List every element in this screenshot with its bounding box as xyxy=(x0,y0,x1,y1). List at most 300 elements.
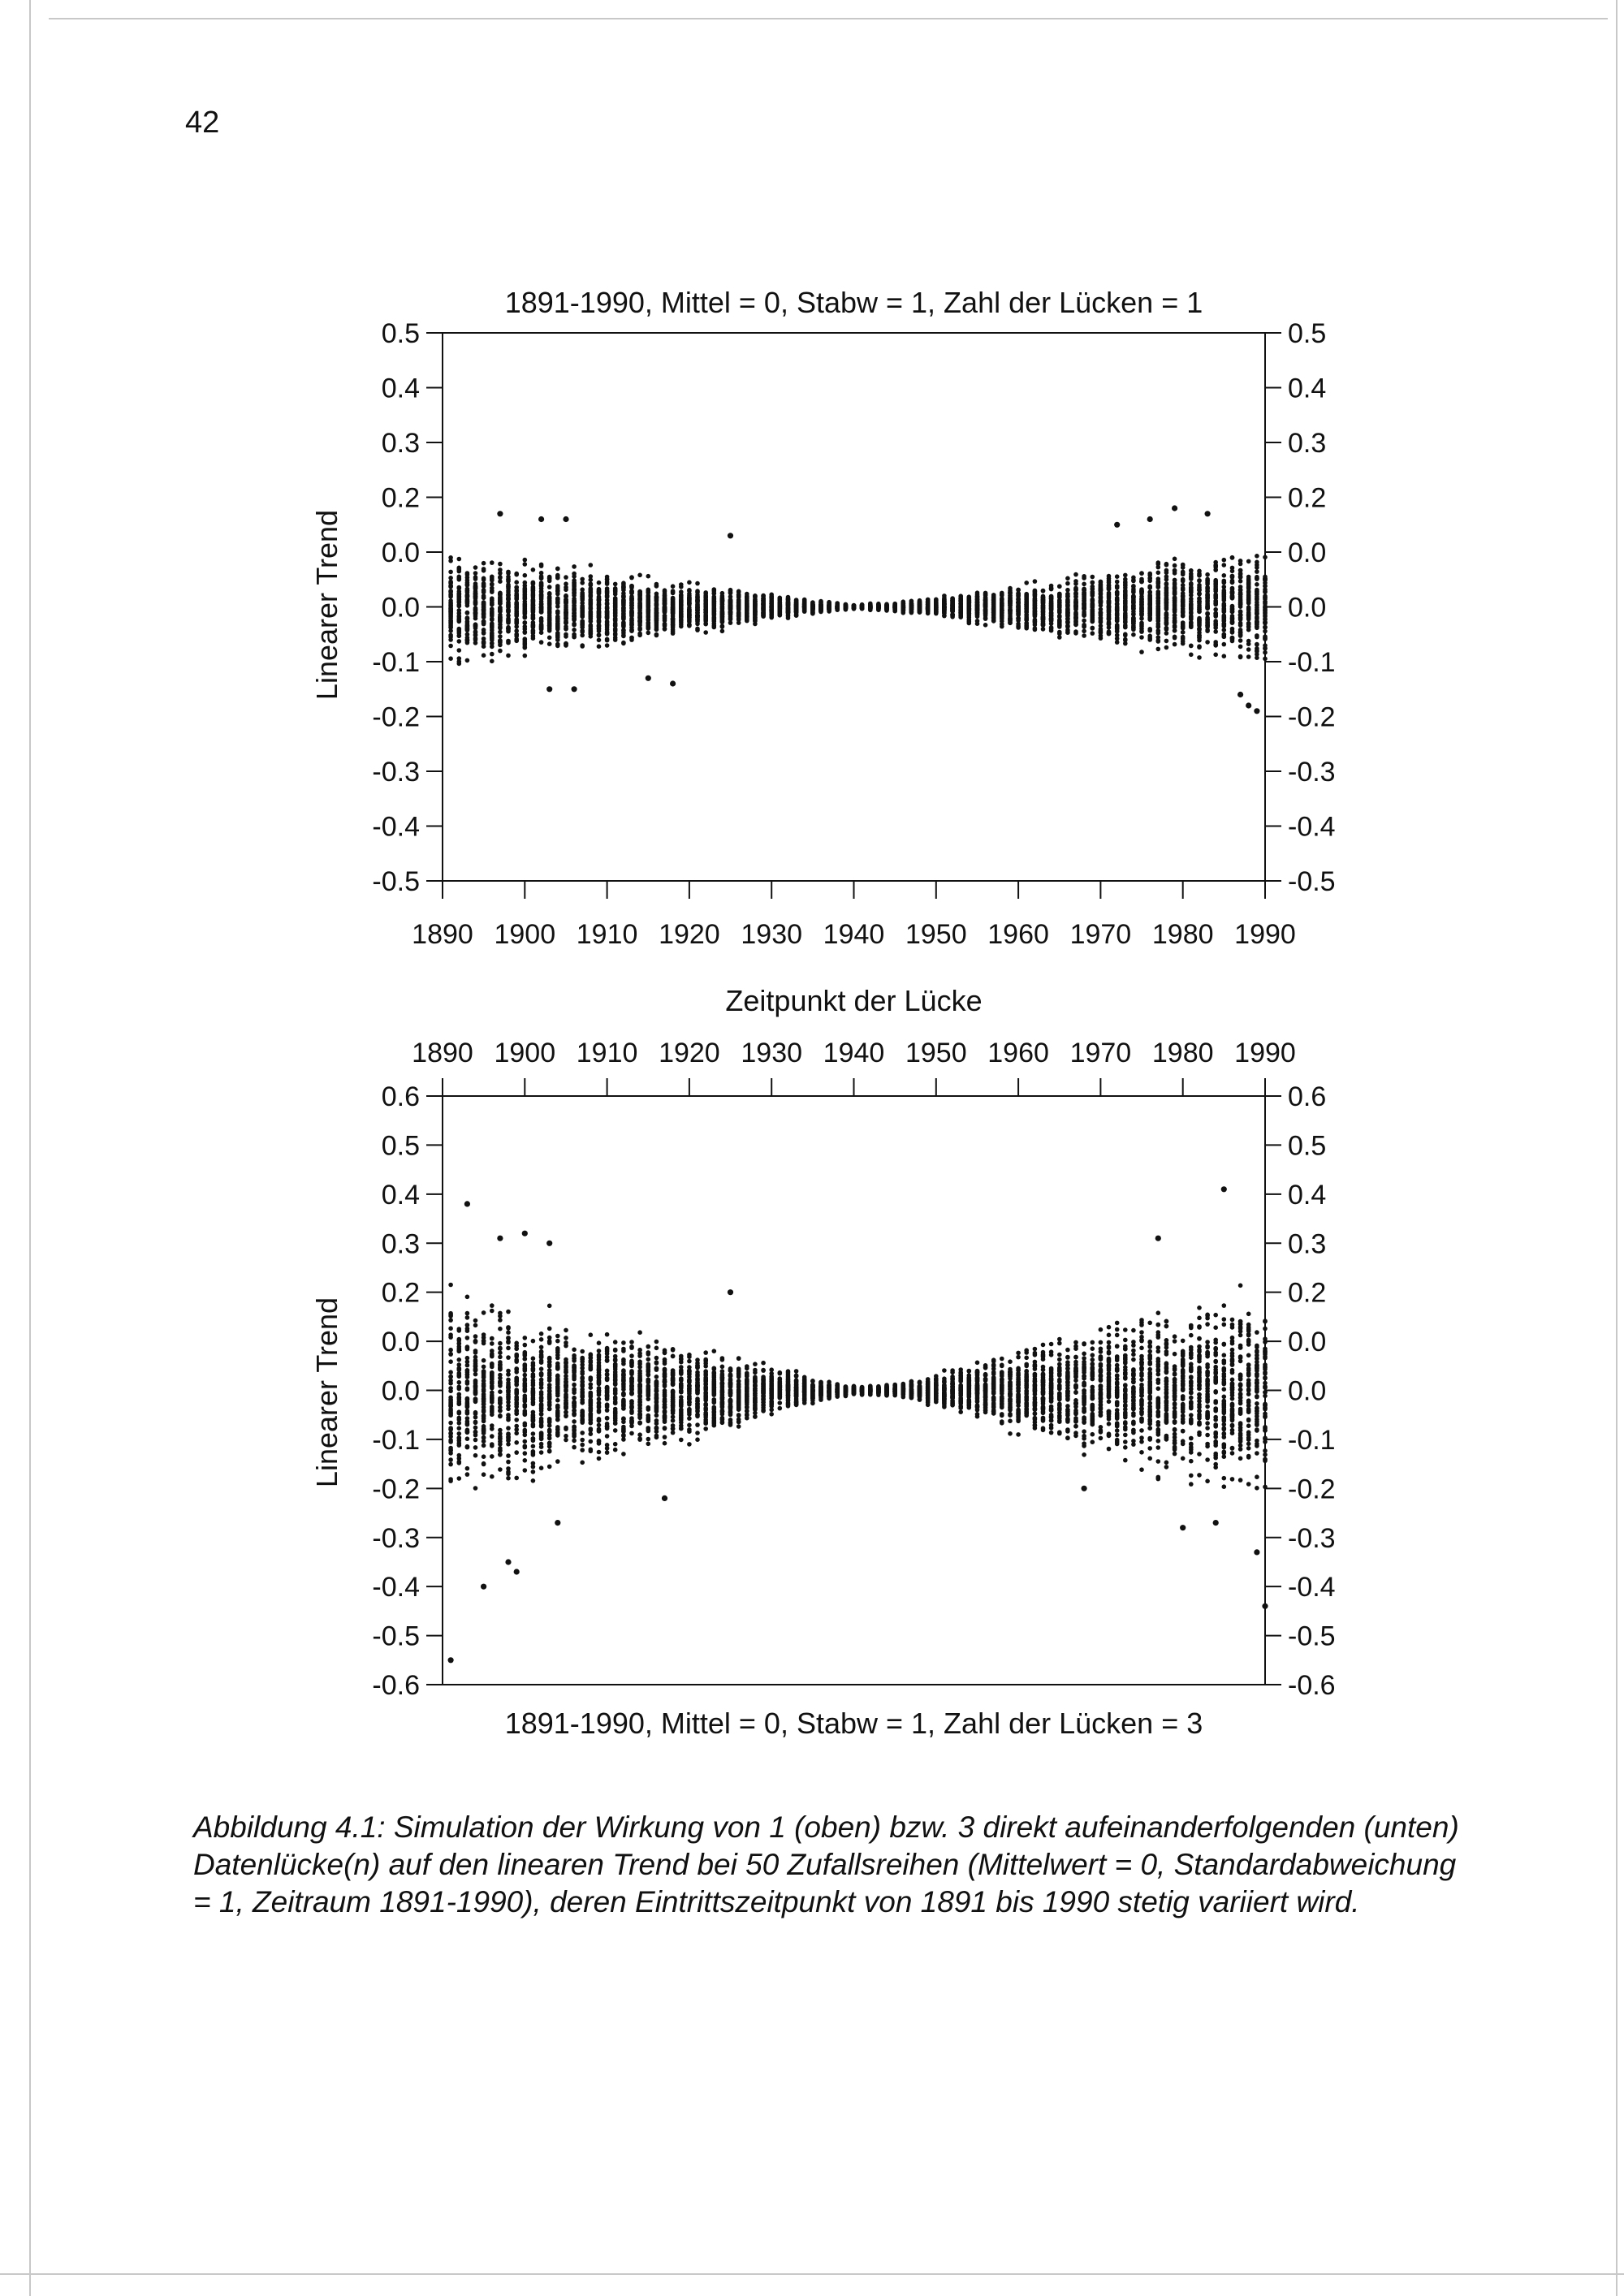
chart1-x-axis-label: Zeitpunkt der Lücke xyxy=(725,984,983,1017)
chart1-data-point xyxy=(1139,635,1144,640)
chart1-data-point xyxy=(605,598,610,602)
chart1-data-point xyxy=(465,619,470,624)
chart1-data-point xyxy=(629,619,634,624)
chart1-data-point xyxy=(918,601,922,606)
chart1-data-point xyxy=(490,606,495,611)
chart1-data-point xyxy=(506,620,511,625)
chart1-data-point xyxy=(786,596,791,601)
chart1-data-point xyxy=(679,624,684,629)
chart1-data-point xyxy=(448,589,453,594)
chart1-data-point xyxy=(1213,600,1218,605)
chart1-data-point xyxy=(629,628,634,633)
chart1-data-point xyxy=(1073,572,1078,577)
chart1-data-point xyxy=(1238,585,1243,589)
chart1-data-point xyxy=(498,608,503,613)
chart1-data-point xyxy=(1156,571,1161,576)
chart1-data-point xyxy=(687,592,692,597)
chart1-data-point xyxy=(1222,580,1227,585)
chart1-data-point xyxy=(934,609,939,614)
chart1-y-tick-left-label: -0.2 xyxy=(372,701,420,733)
chart1-data-point xyxy=(589,563,594,568)
chart1-y-tick-right-label: -0.5 xyxy=(1288,866,1336,897)
chart1-data-point xyxy=(1205,577,1210,582)
chart1-data-point xyxy=(629,589,634,593)
chart1-data-point xyxy=(1238,633,1243,638)
chart1-data-point xyxy=(1065,628,1070,632)
chart1-data-point xyxy=(1197,591,1202,596)
chart1-data-point xyxy=(1139,571,1144,576)
chart1-data-point xyxy=(778,613,783,618)
chart1-data-point xyxy=(1156,585,1161,589)
chart1-data-point xyxy=(1156,580,1161,585)
chart1-data-point xyxy=(1041,627,1046,632)
chart1-data-point xyxy=(1156,624,1161,629)
chart1-data-point xyxy=(1222,613,1227,618)
chart1-data-point xyxy=(1164,631,1169,636)
chart1-data-point xyxy=(1181,577,1186,582)
chart1-data-point xyxy=(876,603,881,608)
chart1-data-point xyxy=(1197,599,1202,604)
chart1-x-tick-label: 1930 xyxy=(741,919,803,950)
chart1-data-point xyxy=(1139,621,1144,626)
chart1-data-point xyxy=(531,568,536,572)
chart1-data-point xyxy=(1213,578,1218,583)
chart1-data-point xyxy=(539,610,544,615)
chart1-data-point xyxy=(1205,620,1210,625)
chart1-data-point xyxy=(1139,650,1144,654)
chart1-data-point xyxy=(580,633,585,638)
chart1-data-point xyxy=(736,614,741,619)
chart1-data-point xyxy=(663,601,667,606)
chart1-data-point xyxy=(1156,589,1161,594)
chart1-data-point xyxy=(1131,578,1136,583)
chart1-data-point xyxy=(555,622,560,627)
chart1-data-point xyxy=(679,582,684,587)
chart1-data-point xyxy=(975,619,980,624)
chart1-data-point xyxy=(1065,581,1070,586)
chart1-y-tick-left-label: 0.2 xyxy=(381,482,420,514)
chart1-data-point xyxy=(589,598,594,602)
chart1-data-point xyxy=(703,599,708,604)
chart1-data-point xyxy=(555,600,560,605)
chart1-data-point xyxy=(671,584,676,589)
chart1-data-point xyxy=(1181,583,1186,588)
chart1-data-point xyxy=(1213,593,1218,598)
chart1-y-tick-right-label: 0.2 xyxy=(1288,482,1327,514)
chart1-data-point xyxy=(1073,586,1078,591)
chart1-data-point xyxy=(786,615,791,620)
chart1-data-point xyxy=(1164,602,1169,607)
chart1-data-point xyxy=(597,601,602,606)
chart1-data-point xyxy=(547,636,552,641)
chart1-data-point xyxy=(1082,588,1086,593)
chart1-data-point xyxy=(1164,574,1169,579)
chart1-data-point xyxy=(950,597,955,602)
chart1-data-point xyxy=(1073,592,1078,597)
chart1-data-point xyxy=(1246,559,1251,564)
chart1-data-point xyxy=(1082,582,1086,587)
chart1-data-point xyxy=(1238,645,1243,650)
chart1-data-point xyxy=(555,592,560,597)
chart1-data-point xyxy=(1205,606,1210,611)
chart1-data-point xyxy=(1065,617,1070,622)
chart1-data-point xyxy=(745,611,749,616)
chart1-data-point xyxy=(802,599,807,604)
chart1-data-point xyxy=(555,615,560,619)
chart1-y-tick-left-label: -0.5 xyxy=(372,866,420,897)
chart1-data-point xyxy=(523,654,528,658)
chart1-data-point xyxy=(695,581,700,586)
chart1-data-point xyxy=(745,605,749,610)
chart1-data-point xyxy=(448,656,453,661)
chart1-data-point xyxy=(942,607,947,612)
chart1-data-point xyxy=(547,627,552,632)
chart1-data-point xyxy=(457,611,462,616)
chart1-data-point xyxy=(958,607,963,612)
chart1-x-tick-label: 1890 xyxy=(412,919,473,950)
chart1-data-point xyxy=(654,606,659,611)
chart1-data-point xyxy=(1255,655,1259,660)
chart1-data-point xyxy=(564,585,568,590)
chart1-data-point xyxy=(679,593,684,598)
chart1-data-point xyxy=(523,558,528,563)
chart1-data-point xyxy=(1230,574,1235,579)
chart1-data-point xyxy=(597,587,602,592)
chart1-x-tick-label: 1920 xyxy=(659,919,720,950)
chart1-data-point xyxy=(597,580,602,585)
chart1-data-point xyxy=(523,587,528,592)
chart1-data-point xyxy=(695,618,700,623)
chart1-data-point xyxy=(613,613,618,618)
chart1-data-point xyxy=(589,574,594,579)
chart1-data-point xyxy=(514,604,519,609)
chart1-data-point xyxy=(983,591,988,596)
chart1-data-point xyxy=(531,634,536,639)
chart1-data-point xyxy=(621,611,626,616)
chart1-data-point xyxy=(1091,589,1095,594)
chart1-data-point xyxy=(523,580,528,585)
chart1-data-point xyxy=(1073,604,1078,609)
chart1-data-point xyxy=(1213,611,1218,616)
chart1-data-point xyxy=(1041,598,1046,603)
chart1-data-point xyxy=(1173,624,1177,628)
chart1-data-point xyxy=(1082,624,1086,628)
chart1-data-point xyxy=(1238,609,1243,614)
chart1-data-point xyxy=(794,601,799,606)
chart1-data-point xyxy=(1139,577,1144,582)
chart1-data-point xyxy=(597,644,602,649)
chart1-data-point xyxy=(1181,602,1186,607)
chart1-data-point xyxy=(1115,584,1120,589)
chart1-data-point xyxy=(712,608,717,613)
chart1-data-point xyxy=(991,616,996,621)
chart1-data-point xyxy=(1197,645,1202,650)
chart1-data-point xyxy=(506,575,511,580)
chart1-data-point xyxy=(1230,555,1235,560)
chart1-data-point xyxy=(1057,618,1062,623)
chart1-data-point xyxy=(605,577,610,582)
chart1-data-point xyxy=(1091,631,1095,636)
chart1-data-point xyxy=(572,564,577,569)
chart1-data-point xyxy=(1213,589,1218,593)
chart1-data-point xyxy=(736,620,741,625)
chart1-data-point xyxy=(646,626,651,631)
chart1-data-point xyxy=(523,624,528,629)
chart1-y-tick-left-label: 0.3 xyxy=(381,428,420,459)
chart1-data-point xyxy=(654,616,659,621)
chart1-data-point xyxy=(1065,588,1070,593)
chart1-data-point xyxy=(736,593,741,598)
chart1-data-point xyxy=(1238,559,1243,563)
chart1-data-point xyxy=(1049,594,1054,599)
chart1-data-point xyxy=(1156,631,1161,636)
chart1-data-point xyxy=(654,628,659,632)
chart1-data-point xyxy=(539,640,544,645)
chart1-data-point xyxy=(703,630,708,635)
chart1-data-point xyxy=(1123,573,1128,578)
chart1-data-point xyxy=(555,573,560,578)
chart1-data-point xyxy=(654,623,659,628)
chart1-data-point xyxy=(580,614,585,619)
chart1-data-point xyxy=(1107,580,1112,585)
chart1-data-point xyxy=(637,591,642,596)
chart1-data-point xyxy=(844,606,849,611)
chart1-data-point xyxy=(778,606,783,611)
chart1-data-point xyxy=(531,623,536,628)
chart1-data-point xyxy=(1230,566,1235,571)
chart1-data-point xyxy=(1107,585,1112,590)
chart1-data-point xyxy=(506,639,511,644)
chart1-data-point xyxy=(646,600,651,605)
chart1-data-point xyxy=(572,628,577,632)
chart1-data-point xyxy=(1000,610,1004,615)
chart1-data-point xyxy=(1008,603,1013,608)
chart1-data-point xyxy=(1197,579,1202,584)
chart1-data-point xyxy=(457,618,462,623)
chart1-data-point xyxy=(991,597,996,602)
chart1-data-point xyxy=(1164,639,1169,644)
chart1-data-point xyxy=(498,616,503,621)
chart1-data-point xyxy=(1091,598,1095,603)
chart1-data-point xyxy=(1197,627,1202,632)
chart1-data-point xyxy=(1033,589,1038,594)
chart1-data-point xyxy=(448,606,453,611)
chart1-data-point xyxy=(457,592,462,597)
chart1-data-point xyxy=(753,595,758,600)
chart1-data-point xyxy=(712,602,717,607)
chart1-data-point xyxy=(712,625,717,630)
chart1-data-point xyxy=(1065,576,1070,581)
chart1-data-point xyxy=(1041,615,1046,620)
chart1-data-point xyxy=(605,630,610,635)
chart1-data-point xyxy=(703,607,708,612)
chart1-data-point xyxy=(1189,653,1194,658)
chart1-data-point xyxy=(1147,627,1152,632)
chart1-data-point xyxy=(1057,585,1062,589)
chart1-data-point xyxy=(1173,563,1177,568)
chart1-data-point xyxy=(523,596,528,601)
chart1-data-point xyxy=(1033,603,1038,608)
chart1-data-point xyxy=(1008,618,1013,623)
chart1-data-point xyxy=(457,576,462,580)
chart1-x-tick-label: 1960 xyxy=(987,919,1049,950)
chart1-data-point xyxy=(473,576,478,581)
chart1-data-point xyxy=(1000,592,1004,597)
chart1-data-point xyxy=(1115,607,1120,612)
chart1-y-tick-left-label: -0.4 xyxy=(372,811,420,843)
chart1-data-point xyxy=(498,634,503,639)
chart1-data-point xyxy=(926,606,931,611)
chart1-data-point xyxy=(769,610,774,615)
chart1-data-point xyxy=(490,560,495,565)
chart1-data-point xyxy=(523,640,528,645)
chart1-data-point xyxy=(482,582,486,587)
chart1-data-point xyxy=(663,627,667,632)
chart1-data-point xyxy=(605,589,610,594)
chart1-data-point xyxy=(967,619,972,624)
chart1-data-point xyxy=(1189,604,1194,609)
chart1-data-point xyxy=(637,602,642,606)
chart1-data-point xyxy=(1205,640,1210,645)
chart1-data-point xyxy=(794,609,799,614)
chart1-data-point xyxy=(1123,584,1128,589)
chart1-x-tick-label: 1970 xyxy=(1069,919,1132,950)
chart1-data-point xyxy=(1197,605,1202,610)
chart1-data-point xyxy=(465,582,470,587)
chart1-data-point xyxy=(778,596,783,601)
chart1-data-point xyxy=(539,602,544,607)
chart1-data-point xyxy=(1041,589,1046,593)
chart1-data-point xyxy=(1189,614,1194,619)
chart1-data-point xyxy=(629,576,634,580)
chart1-data-point xyxy=(465,600,470,605)
chart1-data-point xyxy=(572,590,577,595)
chart1-data-point xyxy=(1016,618,1021,623)
chart1-data-point xyxy=(547,592,552,597)
chart1-data-point xyxy=(637,626,642,631)
chart1-data-point xyxy=(1255,569,1259,574)
chart1-data-point xyxy=(1181,591,1186,596)
chart1-data-point xyxy=(597,628,602,633)
chart1-data-point xyxy=(473,593,478,598)
chart1-data-point xyxy=(1008,599,1013,604)
chart1-data-point xyxy=(1181,572,1186,577)
chart1-data-point xyxy=(547,585,552,589)
chart1-data-point xyxy=(671,609,676,614)
chart1-data-point xyxy=(1173,619,1177,624)
chart1-data-point xyxy=(514,618,519,623)
chart1-data-point xyxy=(892,604,897,609)
chart1-data-point xyxy=(490,598,495,602)
chart1-data-point xyxy=(1024,606,1029,611)
chart1-data-point xyxy=(901,603,906,608)
chart1-data-point xyxy=(523,630,528,635)
chart1-data-point xyxy=(1024,593,1029,598)
chart1-data-point xyxy=(1091,580,1095,585)
chart1-data-point xyxy=(1230,587,1235,592)
chart1-data-point xyxy=(1189,621,1194,626)
chart1-data-point xyxy=(490,578,495,583)
chart1-data-point xyxy=(1238,575,1243,580)
chart1-data-point xyxy=(1181,609,1186,614)
chart1-data-point xyxy=(490,652,495,657)
chart1-data-point xyxy=(1255,565,1259,570)
chart1-data-point xyxy=(1246,598,1251,603)
chart1-data-point xyxy=(514,596,519,601)
chart1-data-point xyxy=(1205,611,1210,616)
chart1-data-point xyxy=(671,597,676,602)
chart1-data-point xyxy=(654,611,659,616)
chart1-data-point xyxy=(473,614,478,619)
chart1-data-point xyxy=(482,567,486,572)
chart1-data-point xyxy=(572,634,577,639)
chart1-data-point xyxy=(490,659,495,664)
chart1-data-point xyxy=(572,582,577,587)
chart1-data-point xyxy=(506,654,511,658)
chart1-data-point xyxy=(621,623,626,628)
chart1-data-point xyxy=(1197,655,1202,660)
chart1-y-tick-left-label: 0.0 xyxy=(381,592,420,624)
chart1-data-point xyxy=(613,607,618,612)
chart1-data-point xyxy=(457,639,462,644)
chart1-data-point xyxy=(555,636,560,641)
chart1-data-point xyxy=(942,593,947,598)
chart1-data-point xyxy=(983,607,988,612)
chart1-data-point xyxy=(958,599,963,604)
chart1-data-point xyxy=(975,590,980,595)
chart1-data-point xyxy=(457,656,462,661)
chart1-data-point xyxy=(1147,576,1152,580)
chart1-data-point xyxy=(1123,606,1128,611)
chart1-data-point xyxy=(728,617,733,622)
chart1-data-point xyxy=(1156,647,1161,652)
chart1-data-point xyxy=(1222,563,1227,568)
chart1-data-point xyxy=(1057,604,1062,609)
chart1-data-point xyxy=(465,611,470,615)
chart1-data-point xyxy=(1197,585,1202,590)
chart1-data-point xyxy=(1189,599,1194,604)
chart1-data-point xyxy=(1082,629,1086,634)
chart1-data-point xyxy=(506,597,511,602)
chart1-data-point xyxy=(629,584,634,589)
chart1-data-point xyxy=(1073,615,1078,620)
chart1-data-point xyxy=(482,631,486,636)
chart1-data-point xyxy=(1222,642,1227,647)
chart1-data-point xyxy=(1246,647,1251,652)
chart1-data-point xyxy=(1238,628,1243,632)
chart1-data-point xyxy=(1082,633,1086,638)
chart1-data-point xyxy=(1189,585,1194,590)
chart1-data-point xyxy=(991,606,996,611)
chart1-data-point xyxy=(1173,613,1177,618)
chart1-y-tick-right-label: 0.0 xyxy=(1288,537,1327,568)
chart1-data-point xyxy=(621,633,626,638)
chart1-data-point xyxy=(1238,600,1243,605)
chart1-data-point xyxy=(1156,565,1161,570)
chart1-data-point xyxy=(605,638,610,643)
chart1-data-point xyxy=(1123,596,1128,601)
chart1-data-point xyxy=(1107,620,1112,625)
chart1-data-point xyxy=(1115,598,1120,603)
chart1-data-point xyxy=(547,609,552,614)
chart1-data-point xyxy=(448,555,453,560)
chart1-data-point xyxy=(687,602,692,606)
chart1-data-point xyxy=(967,611,972,615)
chart1-data-point xyxy=(1091,626,1095,631)
chart1-data-point xyxy=(1091,611,1095,616)
chart1-data-point xyxy=(613,632,618,637)
chart1-data-point xyxy=(753,606,758,611)
